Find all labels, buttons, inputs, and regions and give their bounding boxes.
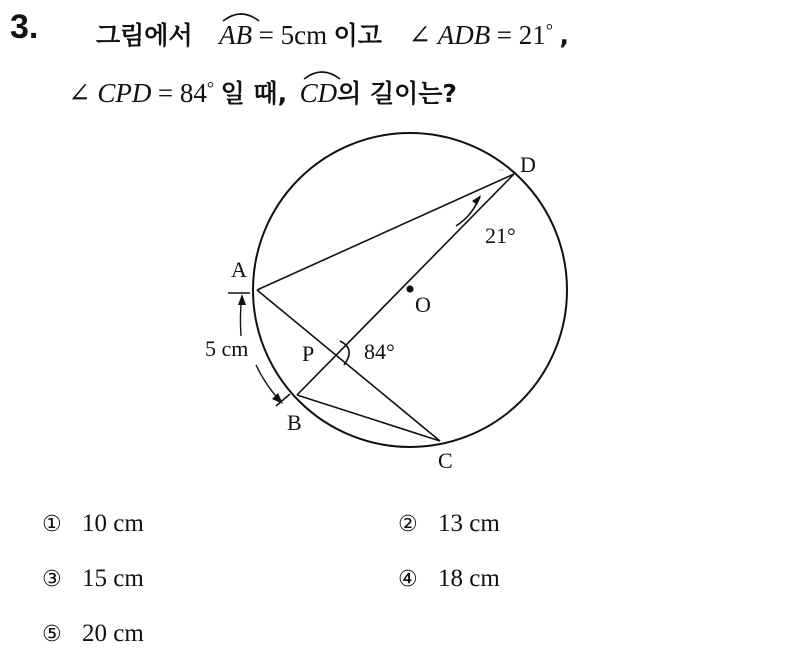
choice-2[interactable] bbox=[398, 510, 500, 538]
angle-cpd-value: = 84 bbox=[157, 78, 207, 108]
label-d: D bbox=[520, 152, 536, 177]
stem-text-4: 의 길이는? bbox=[337, 79, 457, 108]
arc-ab-text: AB bbox=[219, 20, 253, 50]
angle-cpd-label: ∠ CPD bbox=[68, 78, 152, 108]
choice-5-number: ⑤ bbox=[42, 622, 62, 647]
choice-4-text: 18 cm bbox=[438, 565, 500, 592]
arc-ab-unit: cm bbox=[294, 20, 328, 50]
arc-ab-length-label: 5 cm bbox=[205, 336, 249, 361]
label-p: P bbox=[302, 341, 315, 366]
angle-adb-value: = 21 bbox=[496, 20, 546, 50]
choice-1-text: 10 cm bbox=[82, 510, 144, 537]
choice-3[interactable] bbox=[42, 565, 144, 593]
choice-5-text: 20 cm bbox=[82, 620, 144, 647]
choice-4[interactable] bbox=[398, 565, 500, 593]
label-a: A bbox=[231, 257, 247, 282]
angle-84-label: 84° bbox=[364, 339, 395, 364]
choice-1[interactable] bbox=[42, 510, 144, 538]
degree-symbol-2: ° bbox=[206, 78, 215, 98]
choice-1-number: ① bbox=[42, 512, 62, 537]
angle-21-label: 21° bbox=[485, 223, 516, 248]
angle-adb-label: ∠ ADB bbox=[408, 20, 491, 50]
choice-3-text: 15 cm bbox=[82, 565, 144, 592]
arc-ab-value: = 5 bbox=[258, 20, 295, 50]
stem-text-2: 이고 bbox=[333, 21, 382, 50]
choice-3-number: ③ bbox=[42, 567, 62, 592]
stem-comma: , bbox=[559, 21, 569, 50]
stem-text-3: 일 때, bbox=[220, 79, 288, 108]
choice-2-number: ② bbox=[398, 512, 418, 537]
choice-4-number: ④ bbox=[398, 567, 418, 592]
degree-symbol: ° bbox=[545, 20, 553, 40]
label-o: O bbox=[415, 292, 431, 317]
arc-cd-text: CD bbox=[299, 78, 338, 108]
label-c: C bbox=[438, 448, 453, 473]
question-number: 3. bbox=[10, 8, 39, 46]
stem-text-1: 그림에서 bbox=[96, 21, 193, 50]
choice-5[interactable] bbox=[42, 620, 144, 648]
label-b: B bbox=[287, 410, 302, 435]
choice-2-text: 13 cm bbox=[438, 510, 500, 537]
